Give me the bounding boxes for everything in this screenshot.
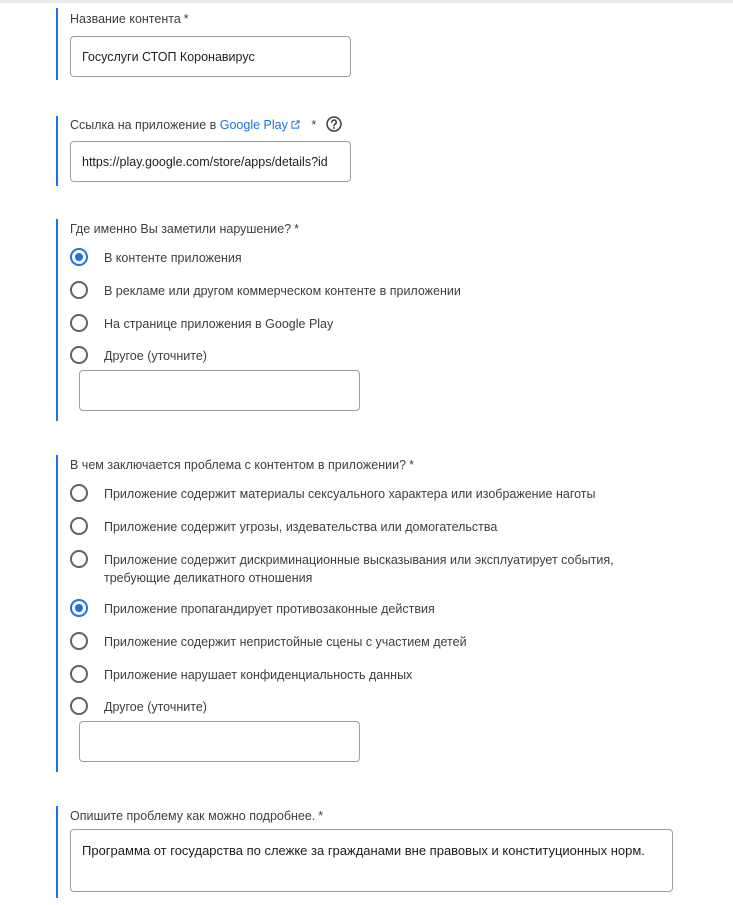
section-accent-bar <box>56 455 58 772</box>
radio-label: Приложение содержит материалы сексуального характера или изображение наготы <box>104 487 596 501</box>
radio-label: Другое (уточните) <box>104 700 207 714</box>
radio-button[interactable] <box>70 517 88 535</box>
radio-option-in-ads[interactable] <box>70 281 670 301</box>
content-name-input[interactable] <box>70 36 351 77</box>
violation-location-section <box>56 219 696 421</box>
app-link-label: Ссылка на приложение в Google Play * <box>70 118 317 132</box>
radio-label: В рекламе или другом коммерческом контенте в приложении <box>104 284 461 298</box>
violation-other-input[interactable] <box>79 370 360 411</box>
app-link-section <box>56 116 696 186</box>
section-accent-bar <box>56 116 58 186</box>
radio-button[interactable] <box>70 665 88 683</box>
radio-button[interactable] <box>70 550 88 568</box>
radio-button[interactable] <box>70 697 88 715</box>
section-accent-bar <box>56 806 58 898</box>
problem-type-label: В чем заключается проблема с контентом в приложении? * <box>70 458 414 472</box>
radio-button[interactable] <box>70 248 88 266</box>
radio-label: Другое (уточните) <box>104 349 207 363</box>
radio-option-store-page[interactable] <box>70 314 670 334</box>
problem-type-section <box>56 455 696 772</box>
radio-label: Приложение пропагандирует противозаконные действия <box>104 602 435 616</box>
radio-label: На странице приложения в Google Play <box>104 317 334 331</box>
radio-button[interactable] <box>70 599 88 617</box>
radio-label: Приложение содержит угрозы, издевательства или домогательства <box>104 520 498 534</box>
radio-option-threats-harassment[interactable] <box>70 517 670 537</box>
problem-other-input[interactable] <box>79 721 360 762</box>
radio-label: Приложение содержит дискриминационные высказывания или эксплуатирует события, требующие деликатного отношения <box>104 553 614 585</box>
radio-option-child-abuse[interactable] <box>70 632 670 652</box>
radio-option-sexual-content[interactable] <box>70 484 670 504</box>
radio-option-in-app-content[interactable] <box>70 248 670 268</box>
radio-option-other[interactable] <box>70 346 670 366</box>
app-link-input[interactable] <box>70 141 351 182</box>
content-name-section <box>56 8 696 80</box>
radio-button[interactable] <box>70 484 88 502</box>
radio-label: Приложение содержит непристойные сцены с участием детей <box>104 635 467 649</box>
help-icon[interactable] <box>326 116 342 132</box>
app-link-value: https://play.google.com/store/apps/details?id <box>82 154 328 169</box>
top-divider <box>0 0 733 3</box>
radio-button[interactable] <box>70 632 88 650</box>
external-link-icon <box>291 120 300 129</box>
google-play-link[interactable]: Google Play <box>219 118 288 132</box>
radio-button[interactable] <box>70 281 88 299</box>
radio-label: В контенте приложения <box>104 251 242 265</box>
section-accent-bar <box>56 8 58 80</box>
radio-option-illegal-activity[interactable] <box>70 599 670 619</box>
radio-option-other[interactable] <box>70 697 670 717</box>
radio-option-privacy[interactable] <box>70 665 670 685</box>
radio-button[interactable] <box>70 346 88 364</box>
description-label: Опишите проблему как можно подробнее. * <box>70 809 324 823</box>
content-name-label: Название контента * <box>70 12 189 26</box>
description-value: Программа от государства по слежке за гражданами вне правовых и конституционных норм. <box>82 843 645 858</box>
violation-location-label: Где именно Вы заметили нарушение? * <box>70 222 300 236</box>
content-name-value: Госуслуги СТОП Коронавирус <box>82 49 255 64</box>
radio-button[interactable] <box>70 314 88 332</box>
section-accent-bar <box>56 219 58 421</box>
radio-label: Приложение нарушает конфиденциальность данных <box>104 668 413 682</box>
description-section <box>56 806 696 898</box>
description-textarea[interactable] <box>70 829 673 892</box>
radio-option-hate-speech[interactable] <box>70 550 670 588</box>
